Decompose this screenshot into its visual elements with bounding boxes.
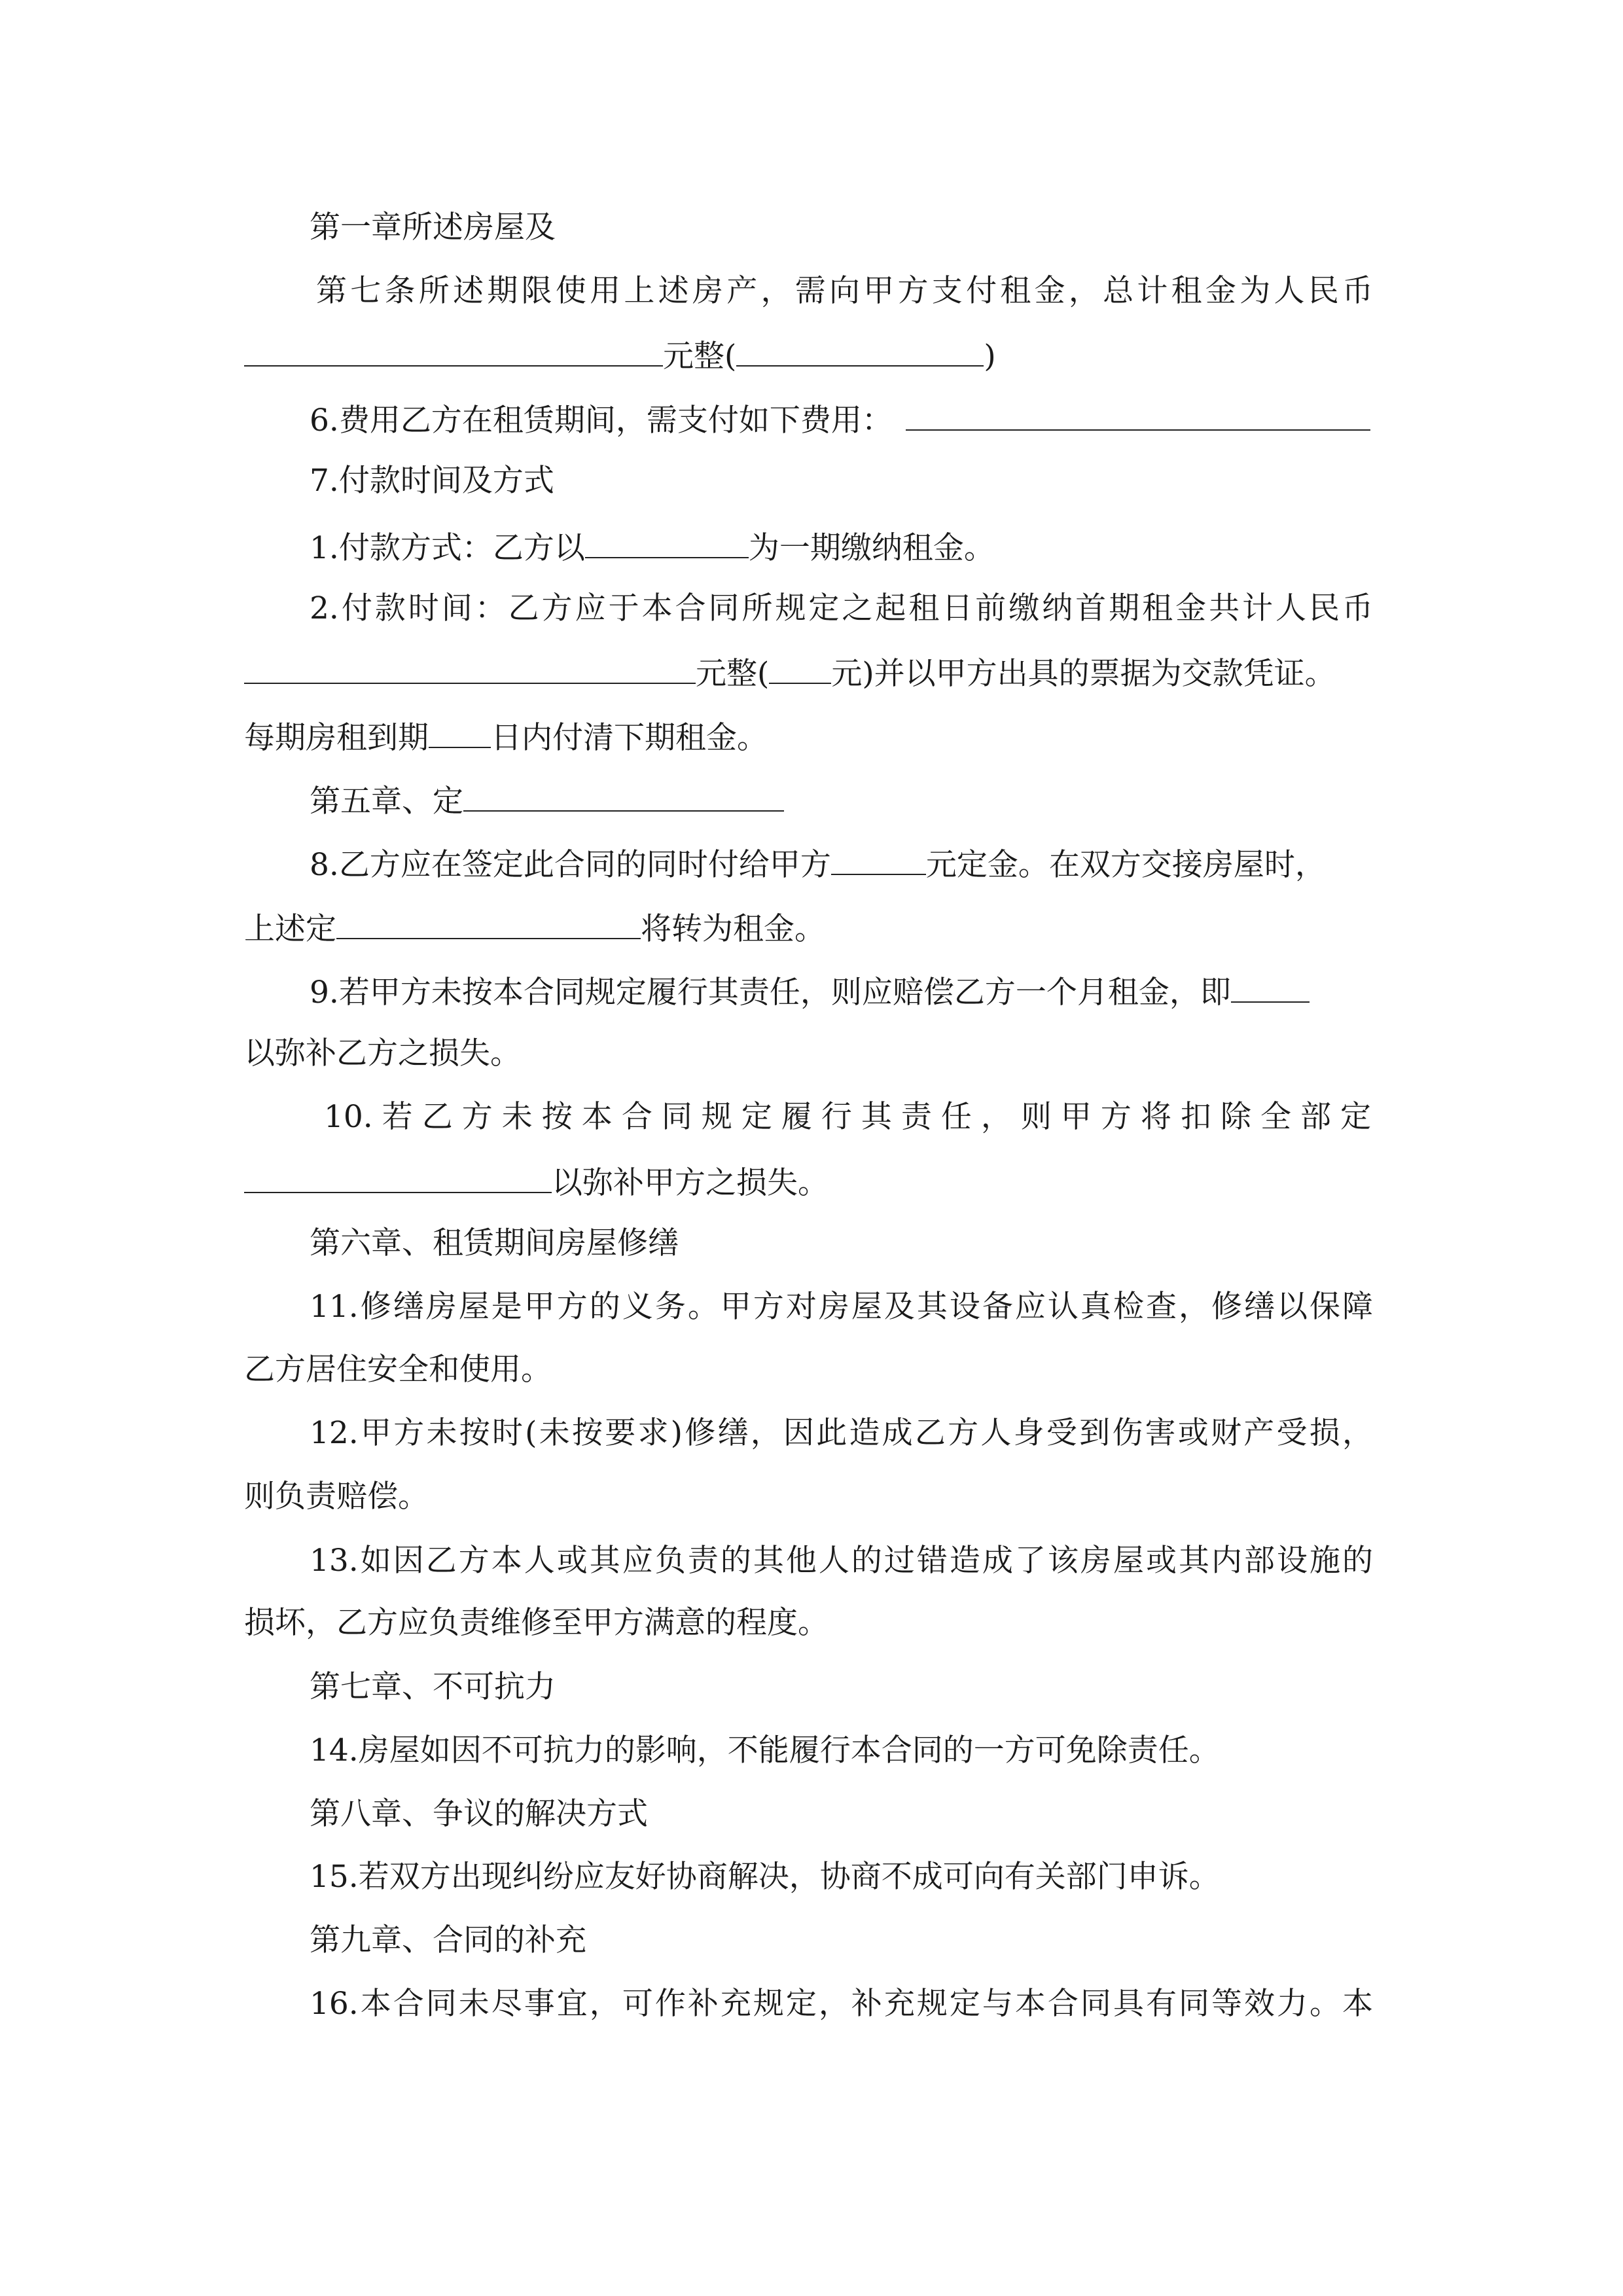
text: 2.付款时间：乙方应于本合同所规定之起租日前缴纳首期租金共计人民币	[310, 590, 1373, 626]
paragraph-line	[244, 1477, 429, 1516]
fill-in-blank[interactable]	[429, 715, 491, 748]
text: 第七章、不可抗力	[310, 1669, 556, 1705]
paragraph-line	[310, 1857, 1220, 1897]
fill-in-blank[interactable]	[244, 334, 663, 367]
paragraph-line	[244, 1350, 552, 1390]
paragraph-line	[310, 208, 556, 247]
paragraph-line	[310, 526, 995, 565]
paragraph-line	[310, 1414, 1373, 1453]
text: 元定金。在双方交接房屋时，	[925, 847, 1326, 883]
paragraph-line	[244, 651, 1336, 691]
paragraph-line	[244, 906, 825, 946]
text: 以弥补甲方之损失。	[552, 1165, 829, 1201]
text: 8.乙方应在签定此合同的同时付给甲方	[310, 847, 831, 883]
paragraph-line	[244, 1160, 829, 1200]
paragraph-line	[310, 1795, 648, 1834]
text: 第七条所述期限使用上述房产，需向甲方支付租金，总计租金为人民币	[316, 273, 1373, 309]
text: 元整(	[663, 338, 737, 374]
text: 13.如因乙方本人或其应负责的其他人的过错造成了该房屋或其内部设施的	[310, 1543, 1373, 1579]
paragraph-line	[310, 779, 784, 818]
fill-in-blank[interactable]	[585, 526, 749, 558]
fill-in-blank[interactable]	[463, 779, 784, 812]
paragraph-line	[310, 1731, 1220, 1770]
paragraph-line	[310, 589, 1373, 628]
paragraph-line	[310, 1984, 1373, 2024]
fill-in-blank[interactable]	[336, 906, 641, 939]
text: 将转为租金。	[641, 911, 825, 947]
paragraph-line	[324, 1098, 1371, 1137]
text: 日内付清下期租金。	[491, 720, 768, 756]
text: 上述定	[244, 911, 336, 947]
text: )	[984, 338, 996, 374]
text: 第八章、争议的解决方式	[310, 1796, 648, 1832]
fill-in-blank[interactable]	[906, 398, 1370, 431]
text: 元)并以甲方出具的票据为交款凭证。	[831, 656, 1336, 692]
paragraph-line	[310, 970, 1310, 1009]
text: 元整(	[696, 656, 770, 692]
text: 第五章、定	[310, 783, 463, 819]
fill-in-blank[interactable]	[1231, 970, 1310, 1003]
paragraph-line	[316, 272, 1373, 311]
text: 则负责赔偿。	[244, 1479, 429, 1515]
paragraph-line	[244, 1604, 829, 1643]
text: 第六章、租赁期间房屋修缮	[310, 1225, 679, 1261]
text: 损坏，乙方应负责维修至甲方满意的程度。	[244, 1605, 829, 1641]
fill-in-blank[interactable]	[769, 651, 831, 684]
text: 为一期缴纳租金。	[748, 530, 995, 566]
paragraph-line	[244, 715, 768, 755]
text: 12.甲方未按时(未按要求)修缮，因此造成乙方人身受到伤害或财产受损，	[310, 1415, 1373, 1451]
paragraph-line	[310, 1224, 679, 1263]
text: 第九章、合同的补充	[310, 1922, 586, 1958]
text: 7.付款时间及方式	[310, 463, 554, 499]
text: 9.若甲方未按本合同规定履行其责任，则应赔偿乙方一个月租金，即	[310, 975, 1231, 1011]
text: 15.若双方出现纠纷应友好协商解决，协商不成可向有关部门申诉。	[310, 1859, 1220, 1895]
paragraph-line	[244, 1034, 521, 1073]
fill-in-blank[interactable]	[244, 651, 696, 684]
paragraph-line	[310, 398, 1370, 437]
text: 乙方居住安全和使用。	[244, 1352, 552, 1388]
text: 10.若乙方未按本合同规定履行其责任，则甲方将扣除全部定	[324, 1099, 1371, 1135]
text: 16.本合同未尽事宜，可作补充规定，补充规定与本合同具有同等效力。本	[310, 1986, 1373, 2022]
text: 每期房租到期	[244, 720, 429, 756]
fill-in-blank[interactable]	[736, 334, 984, 367]
fill-in-blank[interactable]	[244, 1160, 552, 1193]
paragraph-line	[310, 461, 554, 501]
text: 6.费用乙方在租赁期间，需支付如下费用：	[310, 403, 893, 439]
paragraph-line	[310, 1287, 1373, 1327]
text: 第一章所述房屋及	[310, 209, 556, 245]
text: 以弥补乙方之损失。	[244, 1035, 521, 1071]
fill-in-blank[interactable]	[831, 842, 926, 875]
text: 1.付款方式：乙方以	[310, 530, 585, 566]
paragraph-line	[310, 1921, 586, 1960]
paragraph-line	[244, 334, 996, 373]
paragraph-line	[310, 1541, 1373, 1581]
text: 11.修缮房屋是甲方的义务。甲方对房屋及其设备应认真检查，修缮以保障	[310, 1289, 1373, 1325]
text: 14.房屋如因不可抗力的影响，不能履行本合同的一方可免除责任。	[310, 1732, 1220, 1768]
paragraph-line	[310, 1668, 556, 1707]
paragraph-line	[310, 842, 1326, 882]
